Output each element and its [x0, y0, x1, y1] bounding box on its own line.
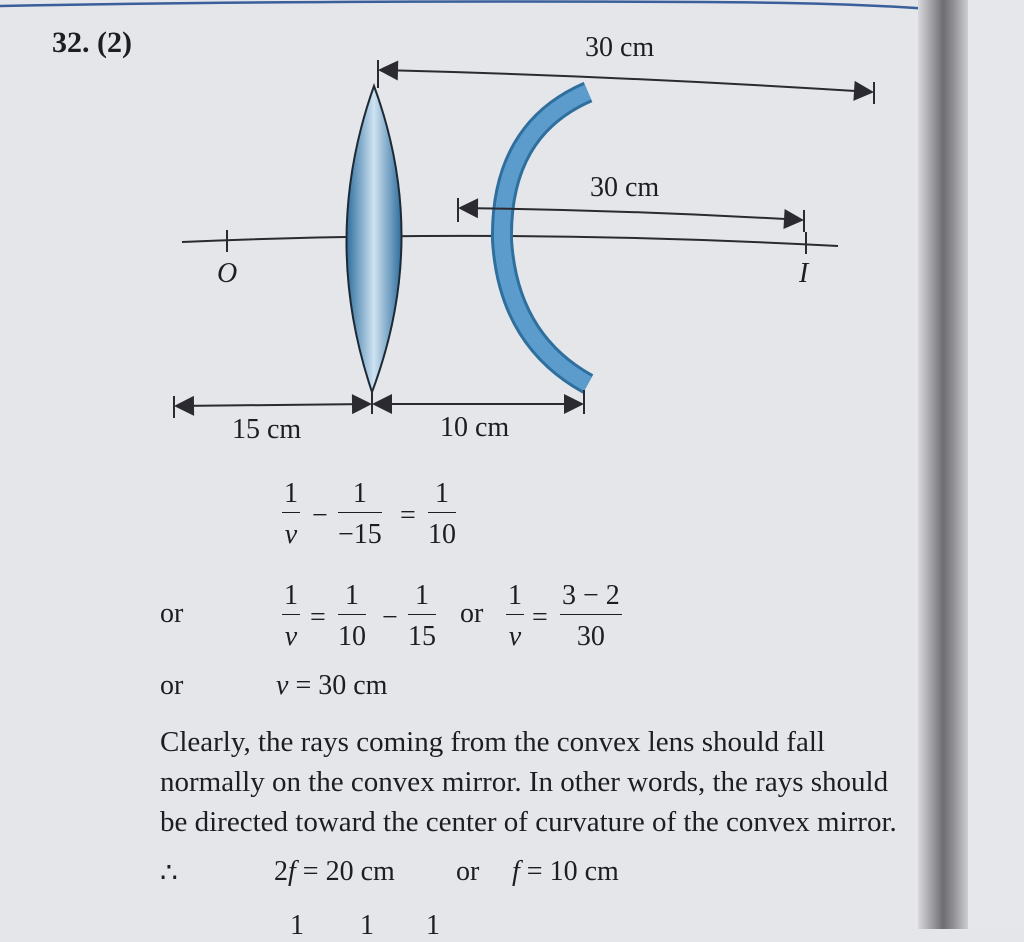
- eq1-minus: −: [312, 500, 328, 531]
- dim-arrow-top-outer: [380, 70, 872, 92]
- therefore-symbol: ∴: [160, 858, 178, 889]
- explanation-paragraph: [160, 722, 990, 842]
- eq2-frac-5: 3 − 2 30: [562, 580, 620, 652]
- eq1-equals: =: [400, 500, 416, 531]
- question-number: 32. (2): [52, 26, 132, 59]
- eq2-frac-3: 1 15: [408, 580, 436, 652]
- eq1-frac-1: 1 v: [284, 478, 298, 550]
- eq2-frac-2: 1 10: [338, 580, 366, 652]
- eq2-or-inline: or: [460, 598, 484, 629]
- eq2-equals-2: =: [532, 602, 548, 633]
- eq3-result: v = 30 cm: [276, 670, 388, 701]
- optics-diagram: [0, 0, 1024, 460]
- therefore-part-2: f = 10 cm: [512, 856, 619, 887]
- eq2-equals: =: [310, 602, 326, 633]
- eq2-frac-1: 1 v: [284, 580, 298, 652]
- dim-label-right: 10 cm: [440, 412, 510, 443]
- dim-label-left: 15 cm: [232, 414, 302, 445]
- eq2-minus: −: [382, 602, 398, 633]
- dim-label-top-outer: 30 cm: [585, 32, 655, 63]
- cutoff-digit-2: 1: [360, 910, 374, 941]
- cutoff-digit-3: 1: [426, 910, 440, 941]
- image-label: I: [799, 258, 809, 289]
- eq1-frac-3: 1 10: [428, 478, 456, 550]
- explanation-line-1: Clearly, the rays coming from the convex lens should fall: [160, 726, 825, 758]
- dim-arrow-left: [176, 404, 370, 406]
- therefore-part-1: 2f = 20 cm: [274, 856, 395, 887]
- eq1-frac-2: 1 −15: [338, 478, 382, 550]
- explanation-line-2: normally on the convex mirror. In other words, the rays should: [160, 766, 889, 798]
- dim-label-top-inner: 30 cm: [590, 172, 660, 203]
- eq3-or: or: [160, 670, 184, 701]
- eq2-frac-4: 1 v: [508, 580, 522, 652]
- cutoff-digit-1: 1: [290, 910, 304, 941]
- object-label: O: [217, 258, 238, 289]
- convex-lens: [346, 86, 401, 392]
- therefore-or: or: [456, 856, 480, 887]
- eq2-or: or: [160, 598, 184, 629]
- explanation-line-3: be directed toward the center of curvature of the convex mirror.: [160, 806, 897, 838]
